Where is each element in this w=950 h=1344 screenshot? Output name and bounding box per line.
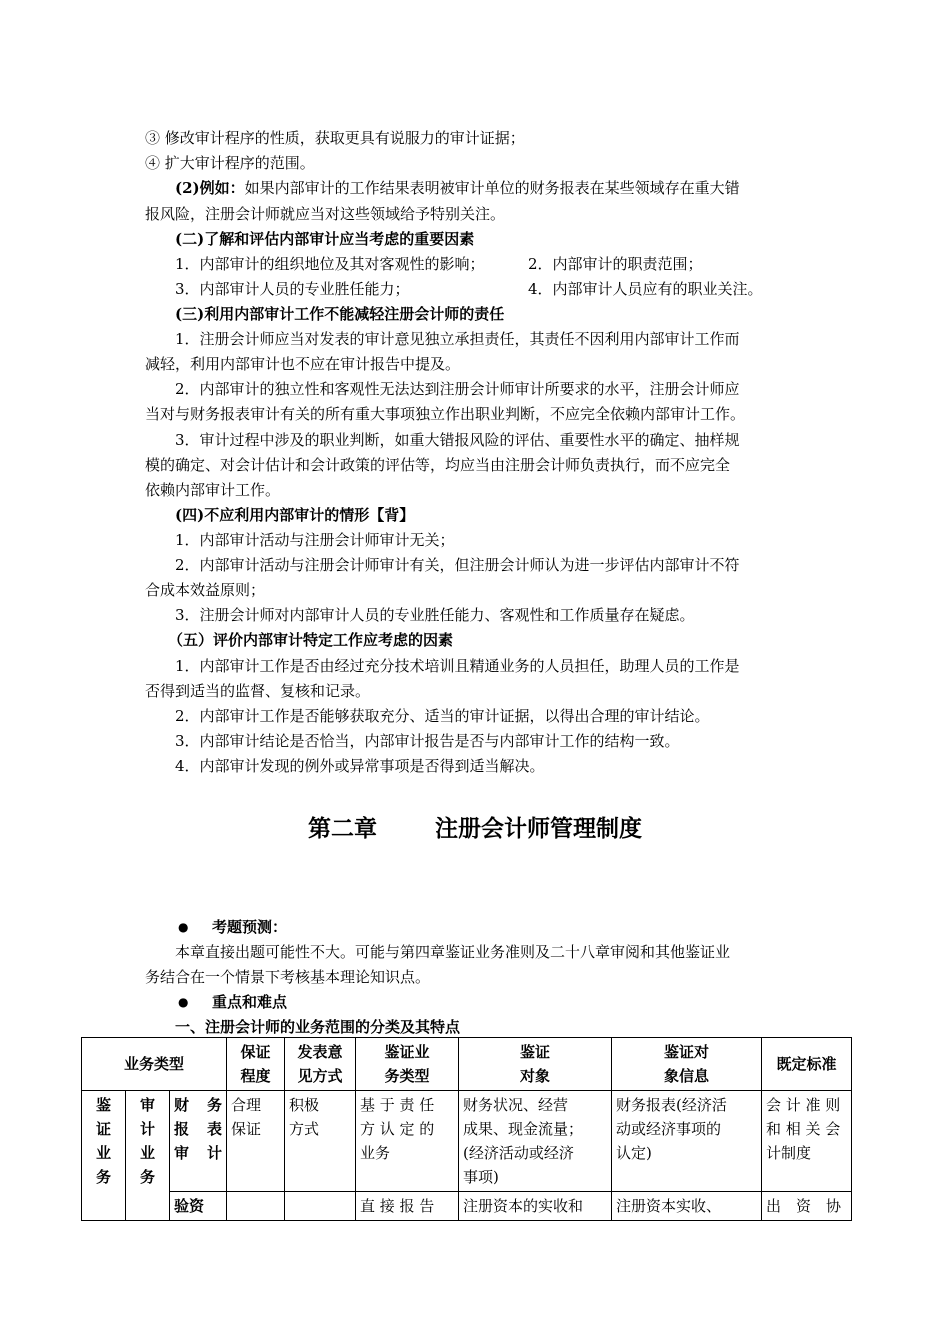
header-subject-matter: 鉴证 对象: [459, 1038, 612, 1091]
cell-criteria: 会 计 准 则 和 相 关 会 计制度: [762, 1091, 852, 1192]
paragraph: 1．注册会计师应当对发表的审计意见独立承担责任，其责任不因利用内部审计工作而: [175, 330, 740, 348]
paragraph: 2．内部审计活动与注册会计师审计有关，但注册会计师认为进一步评估内部审计不符: [175, 556, 740, 574]
factor-item: 3．内部审计人员的专业胜任能力；: [175, 280, 410, 298]
section-heading: （五）评价内部审计特定工作应考虑的因素: [168, 631, 454, 649]
cell-opinion: 积极 方式: [285, 1091, 356, 1192]
cell-assurance-type: 直 接 报 告: [356, 1192, 459, 1221]
business-scope-table: [81, 1037, 852, 1221]
cell-category: 验资: [170, 1192, 227, 1221]
table-row: [82, 1091, 852, 1192]
bullet-icon: ●: [178, 995, 189, 1009]
table-header-row: [82, 1038, 852, 1091]
paragraph: 本章直接出题可能性不大。可能与第四章鉴证业务准则及二十八章审阅和其他鉴证业: [175, 943, 731, 961]
paragraph: 3．内部审计结论是否恰当，内部审计报告是否与内部审计工作的结构一致。: [175, 732, 680, 750]
bullet-icon: ●: [178, 920, 189, 934]
cell-assurance-type: 基 于 责 任 方 认 定 的 业务: [356, 1091, 459, 1192]
paragraph: 2．内部审计工作是否能够获取充分、适当的审计证据，以得出合理的审计结论。: [175, 707, 710, 725]
paragraph: 4．内部审计发现的例外或异常事项是否得到适当解决。: [175, 757, 545, 775]
paragraph: 务结合在一个情景下考核基本理论知识点。: [145, 968, 431, 986]
paragraph: 依赖内部审计工作。: [145, 481, 281, 499]
factor-item: 1．内部审计的组织地位及其对客观性的影响；: [175, 255, 485, 273]
example-text: 如果内部审计的工作结果表明被审计单位的财务报表在某些领域存在重大错: [244, 179, 740, 197]
cell-criteria: 出 资 协: [762, 1192, 852, 1221]
paragraph: 合成本效益原则；: [145, 581, 266, 599]
cell-opinion: [285, 1192, 356, 1221]
paragraph: 否得到适当的监督、复核和记录。: [145, 682, 371, 700]
header-business-type: 业务类型: [82, 1038, 227, 1091]
bullet-heading: 考题预测：: [212, 918, 288, 936]
paragraph: 1．内部审计活动与注册会计师审计无关；: [175, 531, 455, 549]
section-heading: 一、注册会计师的业务范围的分类及其特点: [175, 1018, 461, 1036]
paragraph: 报风险，注册会计师就应当对这些领域给予特别关注。: [145, 205, 506, 223]
chapter-title: [0, 810, 950, 843]
paragraph: 2．内部审计的独立性和客观性无法达到注册会计师审计所要求的水平，注册会计师应: [175, 380, 740, 398]
chapter-number: 第二章: [308, 816, 377, 842]
cell-assurance: [227, 1192, 285, 1221]
header-opinion-form: 发表意 见方式: [285, 1038, 356, 1091]
header-assurance-type: 鉴证业 务类型: [356, 1038, 459, 1091]
category-audit: 审 计 业 务: [126, 1091, 170, 1221]
header-assurance-level: 保证 程度: [227, 1038, 285, 1091]
cell-subject-matter: 财务状况、经营 成果、现金流量； (经济活动或经济 事项): [459, 1091, 612, 1192]
header-criteria: 既定标准: [762, 1038, 852, 1091]
cell-assurance: 合理 保证: [227, 1091, 285, 1192]
paragraph: 3．注册会计师对内部审计人员的专业胜任能力、客观性和工作质量存在疑虑。: [175, 606, 695, 624]
paragraph: ③ 修改审计程序的性质，获取更具有说服力的审计证据；: [145, 129, 525, 147]
paragraph: 减轻，利用内部审计也不应在审计报告中提及。: [145, 355, 461, 373]
cell-subject-matter: 注册资本的实收和: [459, 1192, 612, 1221]
paragraph: 3．审计过程中涉及的职业判断，如重大错报风险的评估、重要性水平的确定、抽样规: [175, 431, 740, 449]
chapter-name: 注册会计师管理制度: [435, 816, 642, 842]
header-subject-info: 鉴证对 象信息: [612, 1038, 762, 1091]
section-heading: (三)利用内部审计工作不能减轻注册会计师的责任: [175, 305, 505, 323]
table-row: [82, 1192, 852, 1221]
section-heading: (四)不应利用内部审计的情形【背】: [175, 506, 415, 524]
paragraph: 模的确定、对会计估计和会计政策的评估等，均应当由注册会计师负责执行，而不应完全: [145, 456, 731, 474]
example-label: (2)例如：: [175, 179, 245, 197]
paragraph: [175, 178, 740, 198]
cell-subject-info: 财务报表(经济活 动或经济事项的 认定): [612, 1091, 762, 1192]
bullet-heading: 重点和难点: [212, 993, 288, 1011]
section-heading: (二)了解和评估内部审计应当考虑的重要因素: [175, 230, 475, 248]
paragraph: ④ 扩大审计程序的范围。: [145, 154, 315, 172]
factor-item: 2．内部审计的职责范围；: [528, 255, 703, 273]
cell-category: 财 务 报 表 审计: [170, 1091, 227, 1192]
paragraph: 当对与财务报表审计有关的所有重大事项独立作出职业判断，不应完全依赖内部审计工作。: [145, 405, 746, 423]
category-assurance: 鉴 证 业 务: [82, 1091, 126, 1221]
paragraph: 1．内部审计工作是否由经过充分技术培训且精通业务的人员担任，助理人员的工作是: [175, 657, 740, 675]
cell-subject-info: 注册资本实收、: [612, 1192, 762, 1221]
factor-item: 4．内部审计人员应有的职业关注。: [528, 280, 763, 298]
